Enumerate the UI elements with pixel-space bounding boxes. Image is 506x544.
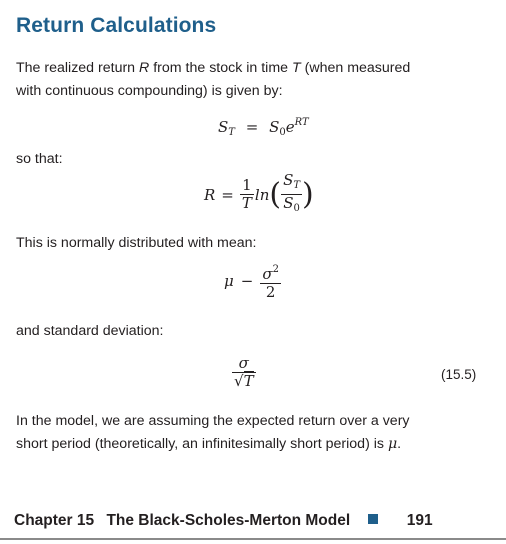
eq2-R: R	[204, 185, 216, 204]
eq2-frac-den: T	[241, 194, 252, 212]
eq3-mu: μ	[224, 272, 234, 290]
eq1-equals: =	[245, 118, 259, 136]
eq1-exp-e: e	[285, 118, 295, 136]
equation-stock-price	[218, 117, 309, 138]
square-bullet-icon	[368, 514, 378, 524]
eq3-sigma: σ	[262, 265, 273, 283]
page-footer	[14, 512, 433, 530]
eq4-sqrt-T: T	[243, 372, 254, 390]
equation-number: (15.5)	[441, 367, 477, 382]
equation-return	[204, 172, 314, 217]
so-that-text: so that:	[16, 151, 63, 167]
eq2-fraction	[240, 177, 254, 212]
eq3-sup: 2	[272, 264, 279, 275]
eq4-fraction	[232, 355, 256, 390]
eq1-lhs-sub: T	[228, 127, 235, 138]
equation-std-dev	[232, 355, 256, 390]
eq2-inner-den-sub: 0	[293, 203, 300, 214]
model-text-end: .	[397, 436, 402, 452]
eq2-ln: ln	[254, 185, 270, 204]
eq2-inner-num-S: S	[283, 171, 294, 189]
footer-title: The Black-Scholes-Merton Model	[106, 512, 351, 529]
eq1-lhs-S: S	[218, 118, 229, 136]
return-symbol: R	[139, 60, 150, 76]
intro-text-3: (when measured	[300, 60, 411, 76]
model-text-line2: short period (theoretically, an infinitesimally short period) is	[16, 436, 388, 452]
eq2-inner-den	[281, 194, 302, 217]
equation-mean	[224, 261, 281, 301]
eq2-inner-den-S: S	[283, 194, 294, 212]
eq4-sigma: σ	[238, 354, 249, 372]
intro-text-1: The realized return	[16, 60, 140, 76]
eq3-num	[260, 261, 281, 283]
eq2-inner-num-sub: T	[293, 180, 301, 191]
intro-text-2: from the stock in time	[149, 60, 292, 76]
eq3-fraction	[260, 261, 281, 301]
eq1-exp-sup: RT	[294, 117, 309, 128]
footer-divider	[0, 538, 506, 540]
eq2-right-paren: )	[302, 176, 314, 212]
eq4-den	[232, 372, 256, 390]
time-symbol: T	[292, 60, 301, 76]
eq3-den: 2	[260, 283, 281, 301]
normal-dist-text: This is normally distributed with mean:	[16, 235, 257, 251]
model-paragraph	[16, 410, 410, 456]
eq1-rhs-sub: 0	[279, 127, 286, 138]
eq1-rhs-S: S	[269, 118, 280, 136]
eq2-left-paren: (	[269, 176, 282, 212]
sqrt-sign-icon: √	[234, 372, 244, 390]
model-text-line1: In the model, we are assuming the expected return over a very	[16, 413, 410, 429]
page-number: 191	[406, 512, 433, 529]
intro-text-line2: with continuous compounding) is given by:	[16, 83, 283, 99]
model-mu-symbol: μ	[387, 436, 398, 452]
std-dev-text: and standard deviation:	[16, 323, 164, 339]
eq2-inner-num	[281, 172, 302, 194]
eq2-inner-fraction	[281, 172, 302, 217]
eq3-minus: −	[240, 272, 254, 290]
intro-paragraph	[16, 57, 410, 103]
eq2-frac-num: 1	[242, 176, 252, 194]
section-heading: Return Calculations	[16, 14, 217, 37]
footer-chapter: Chapter 15	[14, 512, 95, 529]
eq2-equals: =	[221, 185, 234, 204]
